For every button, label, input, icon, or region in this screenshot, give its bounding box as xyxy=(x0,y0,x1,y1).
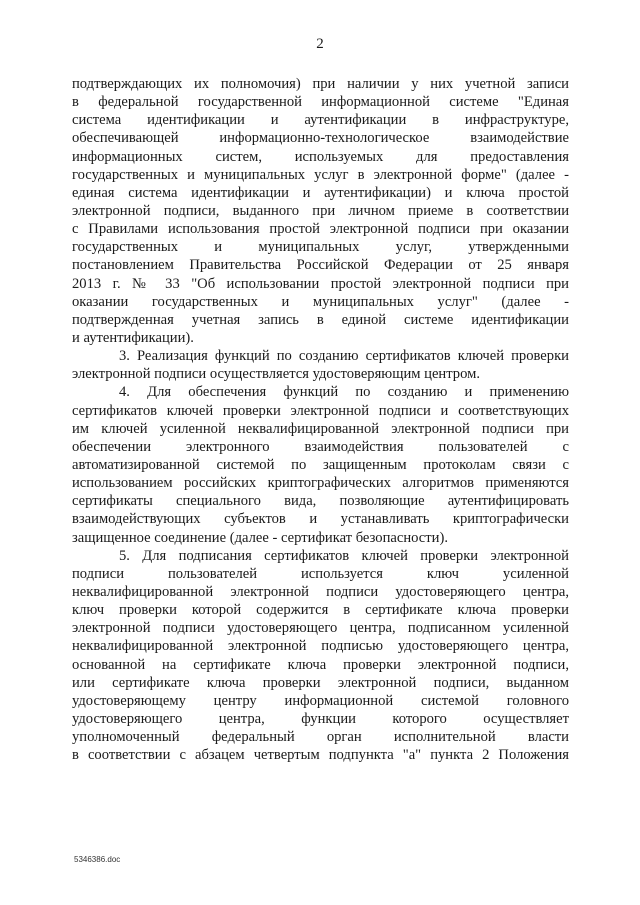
text-line: постановлением Правительства Российской Федерации от 25 января xyxy=(72,257,569,274)
paragraph-continuation xyxy=(72,75,569,347)
text-line: информационных систем, используемых для предоставления xyxy=(72,148,569,165)
text-line: 3. Реализация функций по созданию сертификатов ключей проверки xyxy=(119,348,569,365)
text-line: единая система идентификации и аутентификации) и ключа простой xyxy=(72,184,569,201)
text-line: 2013 г. № 33 "Об использовании простой электронной подписи при xyxy=(72,275,569,292)
text-line: 4. Для обеспечения функций по созданию и применению xyxy=(119,384,569,401)
document-body xyxy=(72,75,569,764)
text-line: система идентификации и аутентификации в инфраструктуре, xyxy=(72,112,569,129)
text-line: подписи пользователей используется ключ усиленной xyxy=(72,565,569,582)
text-line: государственных и муниципальных услуг, утвержденными xyxy=(72,239,569,256)
text-line: удостоверяющего центра, функции которого осуществляет xyxy=(72,710,569,727)
text-line: сертификаты специального вида, позволяющие аутентифицировать xyxy=(72,493,569,510)
text-line: обеспечивающей информационно-технологическое взаимодействие xyxy=(72,130,569,147)
text-line: в соответствии с абзацем четвертым подпункта "а" пункта 2 Положения xyxy=(72,747,569,764)
paragraph-5 xyxy=(72,547,569,765)
text-line: защищенное соединение (далее - сертификат безопасности). xyxy=(72,529,448,546)
text-line: с Правилами использования простой электронной подписи при оказании xyxy=(72,221,569,238)
text-line: неквалифицированной электронной подписью удостоверяющего центра, xyxy=(72,638,569,655)
text-line: сертификатов ключей проверки электронной подписи и соответствующих xyxy=(72,402,569,419)
text-line: оказании государственных и муниципальных услуг" (далее - xyxy=(72,293,569,310)
text-line: обеспечении электронного взаимодействия пользователей с xyxy=(72,438,569,455)
paragraph-3 xyxy=(72,347,569,383)
text-line: или сертификате ключа проверки электронной подписи, выданном xyxy=(72,674,569,691)
text-line: взаимодействующих субъектов и устанавливать криптографически xyxy=(72,511,569,528)
text-line: неквалифицированной электронной подписи удостоверяющего центра, xyxy=(72,583,569,600)
document-code: 5346386.doc xyxy=(74,855,121,864)
text-line: основанной на сертификате ключа проверки электронной подписи, xyxy=(72,656,569,673)
text-line: 5. Для подписания сертификатов ключей проверки электронной xyxy=(119,547,569,564)
text-line: удостоверяющему центру информационной системой головного xyxy=(72,692,569,709)
text-line: уполномоченный федеральный орган исполнительной власти xyxy=(72,729,569,746)
page-number: 2 xyxy=(316,36,324,52)
text-line: государственных и муниципальных услуг в электронной форме" (далее - xyxy=(72,166,569,183)
paragraph-4 xyxy=(72,383,569,546)
text-line: использованием российских криптографических алгоритмов применяются xyxy=(72,475,569,492)
text-line: и аутентификации). xyxy=(72,329,194,346)
text-line: подтвержденная учетная запись в единой системе идентификации xyxy=(72,311,569,328)
text-line: ключ проверки которой содержится в сертификате ключа проверки xyxy=(72,602,569,619)
text-line: им ключей усиленной неквалифицированной электронной подписи при xyxy=(72,420,569,437)
text-line: в федеральной государственной информационной системе "Единая xyxy=(72,94,569,111)
text-line: электронной подписи осуществляется удостоверяющим центром. xyxy=(72,366,480,383)
text-line: электронной подписи удостоверяющего центра, подписанном усиленной xyxy=(72,620,569,637)
text-line: автоматизированной системой по защищенным протоколам связи с xyxy=(72,456,569,473)
text-line: электронной подписи, выданного при личном приеме в соответствии xyxy=(72,202,569,219)
text-line: подтверждающих их полномочия) при наличии у них учетной записи xyxy=(72,76,569,92)
